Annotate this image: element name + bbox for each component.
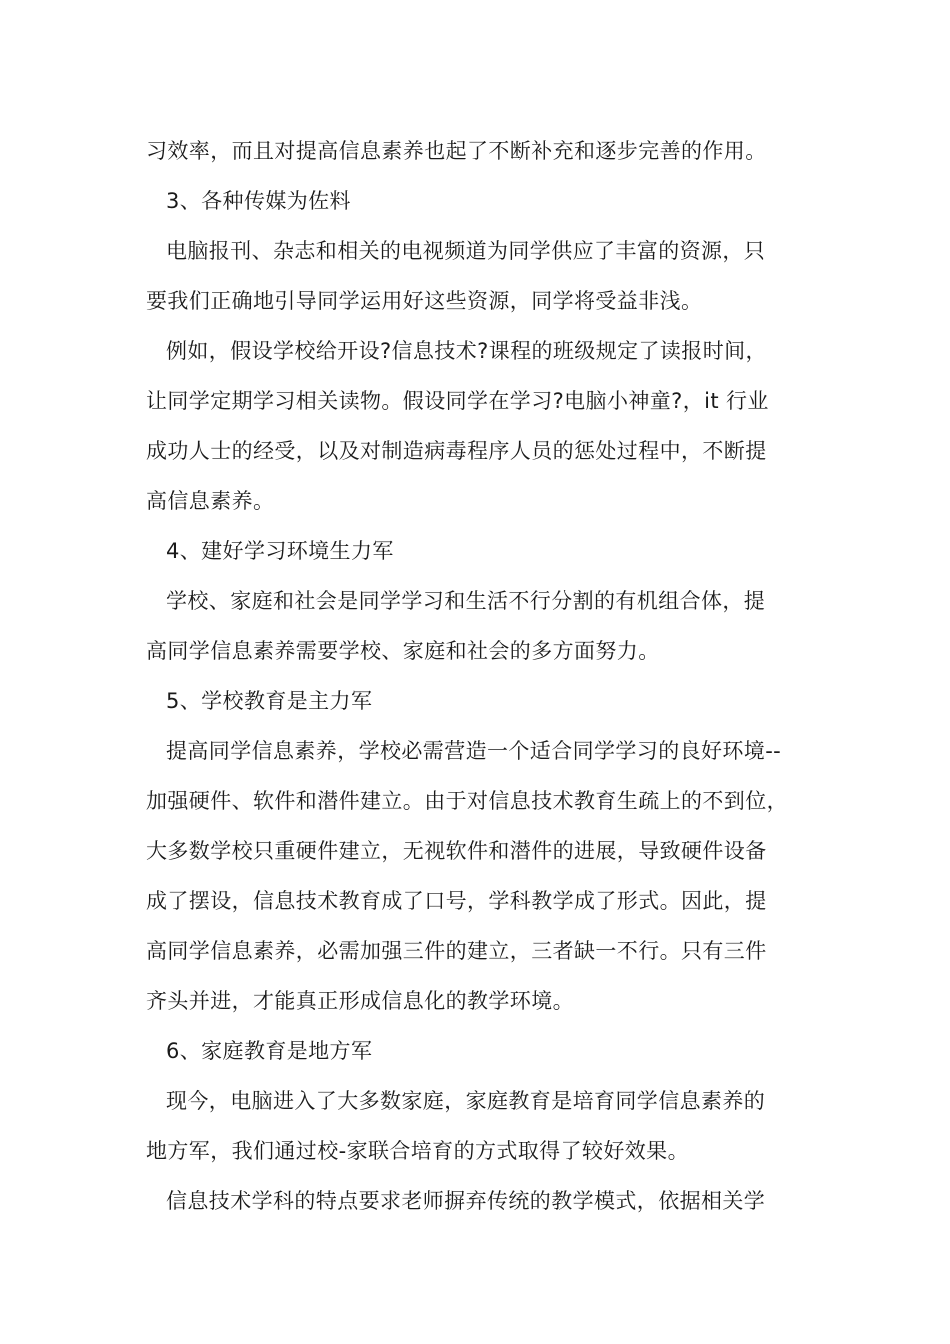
section-heading-3: 3、各种传媒为佐料: [166, 189, 351, 213]
section-heading-4: 4、建好学习环境生力军: [166, 539, 394, 563]
section-heading-6: 6、家庭教育是地方军: [166, 1039, 373, 1063]
text-line-5: 例如，假设学校给开设?信息技术?课程的班级规定了读报时间，: [166, 339, 767, 363]
text-line-15: 大多数学校只重硬件建立，无视软件和潜件的进展，导致硬件设备: [146, 839, 767, 863]
text-line-16: 成了摆设，信息技术教育成了口号，学科教学成了形式。因此，提: [146, 889, 767, 913]
text-line-10: 学校、家庭和社会是同学学习和生活不行分割的有机组合体，提: [166, 589, 766, 613]
text-line-22: 信息技术学科的特点要求老师摒弃传统的教学模式，依据相关学: [166, 1189, 766, 1213]
text-line-4: 要我们正确地引导同学运用好这些资源，同学将受益非浅。: [146, 289, 703, 313]
text-line-1: 习效率，而且对提高信息素养也起了不断补充和逐步完善的作用。: [146, 139, 767, 163]
text-line-21: 地方军，我们通过校-家联合培育的方式取得了较好效果。: [146, 1139, 689, 1163]
text-line-3: 电脑报刊、杂志和相关的电视频道为同学供应了丰富的资源，只: [166, 239, 766, 263]
section-heading-5: 5、学校教育是主力军: [166, 689, 373, 713]
text-line-18: 齐头并进，才能真正形成信息化的教学环境。: [146, 989, 574, 1013]
text-line-8: 高信息素养。: [146, 489, 275, 513]
text-line-6: 让同学定期学习相关读物。假设同学在学习?电脑小神童?，it 行业: [146, 389, 769, 413]
text-line-11: 高同学信息素养需要学校、家庭和社会的多方面努力。: [146, 639, 660, 663]
document-body: [146, 126, 826, 1226]
text-line-7: 成功人士的经受，以及对制造病毒程序人员的惩处过程中，不断提: [146, 439, 767, 463]
text-line-13: 提高同学信息素养，学校必需营造一个适合同学学习的良好环境--: [166, 739, 782, 763]
text-line-14: 加强硬件、软件和潜件建立。由于对信息技术教育生疏上的不到位，: [146, 789, 788, 813]
text-line-20: 现今，电脑进入了大多数家庭，家庭教育是培育同学信息素养的: [166, 1089, 766, 1113]
text-line-17: 高同学信息素养，必需加强三件的建立，三者缺一不行。只有三件: [146, 939, 767, 963]
